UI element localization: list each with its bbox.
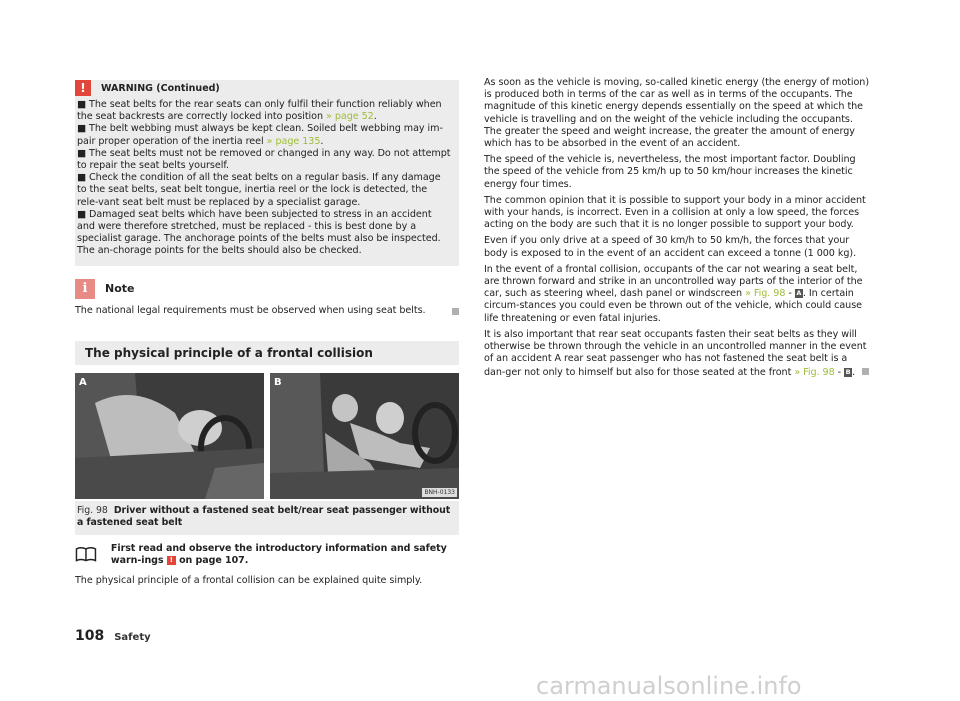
figure-caption <box>75 501 459 535</box>
figure-caption-text: Driver without a fastened seat belt/rear seat passenger without a fastened seat belt <box>77 504 451 528</box>
warning-item: ■ The seat belts for the rear seats can only fulfil their function reliably when the seat backrests are correctly locked into position » page 52. <box>77 99 442 123</box>
figure-key-b: B <box>845 367 851 376</box>
note-body <box>75 305 459 317</box>
warning-item: ■ The belt webbing must always be kept clean. Soiled belt webbing may im-pair proper operation of the inertia reel » page 135. <box>77 123 443 147</box>
paragraph: It is also important that rear seat occupants fasten their seat belts as they will otherwise be thrown through the vehicle in an uncontrolled manner in the event of an accident A rear seat passenger who has not fastened the seat belt is a dan-ger not only to himself but also for those seated at the front » Fig. 98 - B . <box>484 329 870 380</box>
warning-item: ■ Check the condition of all the seat belts on a regular basis. If any damage to the seat belts, seat belt tongue, inertia reel or the lock is detected, the rele-vant seat belt must be replaced by a specialist garage. <box>77 172 441 208</box>
figure-98 <box>75 373 459 499</box>
warning-small-icon: ! <box>167 556 176 565</box>
section-end-icon <box>862 368 869 375</box>
warning-icon: ! <box>75 80 91 96</box>
section-title: The physical principle of a frontal collision <box>75 341 459 365</box>
figure-key-a: A <box>796 288 802 297</box>
page-number: 108 <box>75 628 105 644</box>
paragraph: Even if you only drive at a speed of 30 km/h to 50 km/h, the forces that your body is exposed to in the event of an accident can exceed a tonne (1 000 kg). <box>484 235 857 259</box>
figure-number: Fig. 98 <box>77 504 108 516</box>
warning-box <box>75 80 459 266</box>
read-first-text: First read and observe the introductory information and safety warn-ings ! on page 107. <box>110 542 447 567</box>
warning-item: ■ The seat belts must not be removed or changed in any way. Do not attempt to repair the seat belts yourself. <box>77 147 451 172</box>
rear-passenger-illustration-icon <box>270 373 459 499</box>
right-column <box>484 77 870 384</box>
figure-link[interactable]: » Fig. 98 <box>745 288 786 300</box>
intro-paragraph: The physical principle of a frontal collision can be explained quite simply. <box>75 575 423 587</box>
figure-link[interactable]: » Fig. 98 <box>794 367 835 379</box>
warning-title: WARNING (Continued) <box>101 82 220 94</box>
warning-body <box>75 96 451 258</box>
watermark: carmanualsonline.info <box>536 672 802 700</box>
left-column <box>75 80 459 587</box>
paragraph: The speed of the vehicle is, nevertheless, the most important factor. Doubling the speed of the vehicle from 25 km/h up to 50 km/hour increases the kinetic energy four times. <box>484 154 856 190</box>
book-icon <box>75 543 97 565</box>
panel-label-b: B <box>274 376 282 388</box>
note-header <box>75 278 459 300</box>
figure-panel-a <box>75 373 264 499</box>
figure-panel-b <box>270 373 459 499</box>
paragraph: The common opinion that it is possible to support your body in a minor accident with your hands, is incorrect. Even in a collision at only a low speed, the forces acting on the body are such that it is no longer possible to support your body. <box>484 194 866 231</box>
section-end-icon <box>452 308 459 315</box>
page-link[interactable]: » page 52 <box>326 111 374 123</box>
figure-code: BNH-0133 <box>424 488 455 496</box>
paragraph: As soon as the vehicle is moving, so-called kinetic energy (the energy of motion) is produced both in terms of the car as well as in terms of the occupants. The magnitude of this kinetic energy depends essentially on the speed at which the vehicle is travelling and on the weight of the vehicle including the occupants. The greater the speed and weight increase, the greater the amount of energy which has to be absorbed in the event of an accident. <box>484 77 870 150</box>
paragraph: In the event of a frontal collision, occupants of the car not wearing a seat belt, are thrown forward and strike in an uncontrolled way parts of the interior of the car, such as steering wheel, dash panel or windscreen » Fig. 98 - A . In certain circum-stances you could even be thrown out of the vehicle, which could cause life threatening or even fatal injuries. <box>484 263 863 324</box>
note-title: Note <box>105 282 135 296</box>
footer-section: Safety <box>114 632 151 643</box>
warning-header <box>75 80 451 96</box>
warning-item: ■ Damaged seat belts which have been subjected to stress in an accident and were therefore stretched, must be replaced - this is best done by a specialist garage. The anchorage points of the belts must also be inspected. The an-chorage points for the belts should also be checked. <box>77 208 441 257</box>
panel-label-a: A <box>79 376 87 388</box>
driver-illustration-icon <box>75 373 264 499</box>
read-first-notice <box>75 543 459 567</box>
page-footer <box>75 628 151 644</box>
page-link[interactable]: » page 135 <box>266 135 321 147</box>
note-text: The national legal requirements must be observed when using seat belts. <box>75 304 426 316</box>
info-icon: i <box>75 279 95 299</box>
